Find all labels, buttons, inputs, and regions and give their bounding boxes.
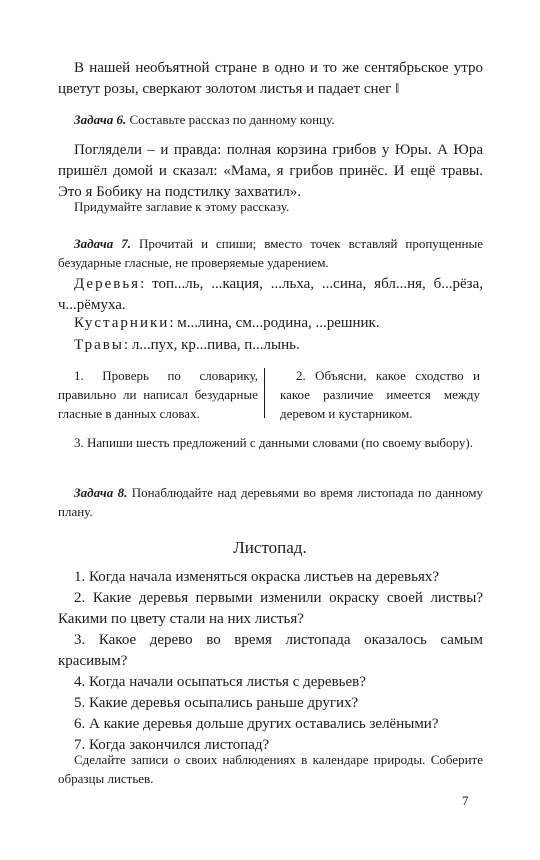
column-divider (264, 368, 265, 418)
question-item: 5. Какие деревья осыпались раньше других? (74, 695, 359, 711)
question-item: 4. Когда начали осыпаться листья с деревьев? (74, 674, 366, 690)
intro-paragraph: В нашей необъятной стране в одно и то же сентябрьское утро цветут розы, сверкают золотом листья и падает снег ‖ (58, 60, 483, 97)
task7-item1: 1. Проверь по словарику, правильно ли написал безударные гласные в данных словах. (58, 368, 258, 421)
task7-item2: 2. Объясни, какое сходство и какое различие имеется между деревом и кустарником. (280, 368, 480, 421)
task8-instruction: Понаблюдайте над деревьями во время листопада по данному плану. (58, 485, 483, 519)
trees-words: : топ...ль, ...кация, ...льха, ...сина, ябл...ня, б...рёза, ч...рёмуха. (58, 276, 483, 313)
question-item: 3. Какое дерево во время листопада оказалось самым красивым? (58, 632, 483, 669)
shrubs-words: : м...лина, см...родина, ...решник. (169, 315, 380, 331)
grass-words: : л...пух, кр...пива, п...лынь. (123, 337, 300, 353)
task7-two-columns (58, 366, 483, 422)
page-number: 7 (462, 793, 469, 808)
task7-trees-line (58, 274, 483, 316)
shrubs-label: Кустарники (74, 315, 170, 331)
task7-heading (58, 234, 483, 272)
task8-heading (58, 483, 483, 521)
closing-note: Сделайте записи о своих наблюдениях в календаре природы. Соберите образцы листьев. (58, 752, 483, 786)
question-item: 1. Когда начала изменяться окраска листьев на деревьях? (74, 569, 440, 585)
task6-label: Задача 6. (74, 112, 127, 127)
trees-label: Деревья (74, 276, 141, 292)
question-item: 7. Когда закончился листопад? (74, 737, 270, 753)
grass-label: Травы (74, 337, 124, 353)
task6-instruction: Составьте рассказ по данному концу. (126, 112, 335, 127)
task7-item3: 3. Напиши шесть предложений с данными словами (по своему выбору). (74, 435, 473, 450)
plan-title: Листопад. (233, 538, 307, 557)
task6-heading (58, 110, 483, 129)
question-item: 6. А какие деревья дольше других оставались зелёными? (74, 716, 439, 732)
question-item: 2. Какие деревья первыми изменили окраску своей листвы? Какими по цвету стали на них листья? (58, 590, 483, 627)
task7-grass-line (58, 335, 483, 356)
task6-story: Поглядели – и правда: полная корзина грибов у Юры. А Юра пришёл домой и сказал: «Мама, я грибов принёс. И ещё травы. Это я Бобику на подстилку захватил». (58, 142, 483, 200)
task6-followup: Придумайте заглавие к этому рассказу. (74, 199, 290, 214)
task7-shrubs-line (58, 313, 483, 334)
task8-label: Задача 8. (74, 485, 128, 500)
task7-instruction: Прочитай и спиши; вместо точек вставляй пропущенные безударные гласные, не проверяемые ударением. (58, 236, 484, 270)
task7-label: Задача 7. (74, 236, 131, 251)
